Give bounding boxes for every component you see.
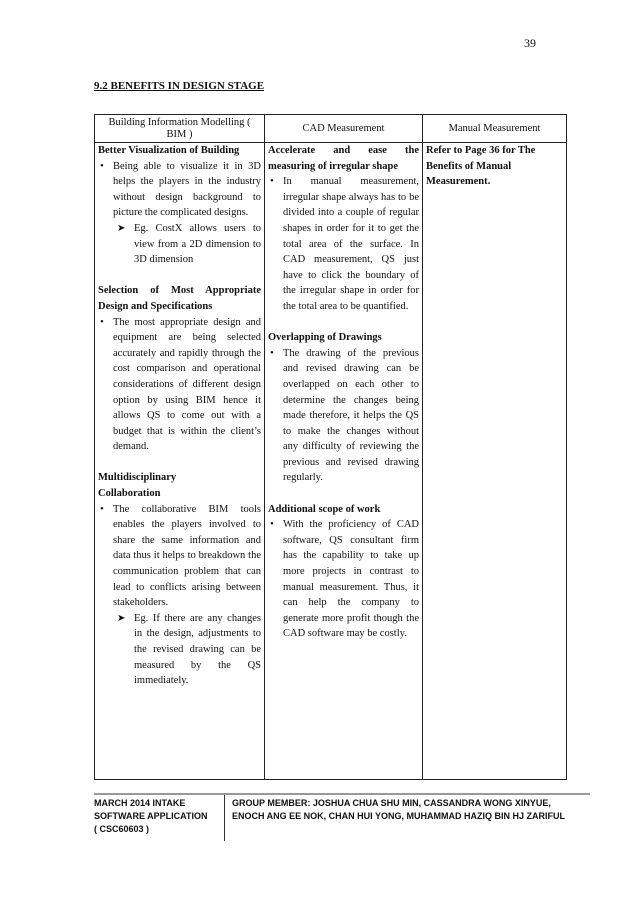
cad-heading-irregular: Accelerate and ease the measuring of irregular shape (268, 145, 419, 172)
column-header-bim: Building Information Modelling ( BIM ) (95, 115, 265, 143)
footer-group-members (232, 795, 592, 823)
bim-heading-selection: Selection of Most Appropriate Design and Specifications (98, 285, 261, 312)
cad-heading-scope: Additional scope of work (268, 503, 381, 515)
arrow-bullet-icon: ➤ (117, 222, 126, 234)
bim-heading-visualization: Better Visualization of Building (98, 145, 240, 156)
footer-members-line1: GROUP MEMBER: JOSHUA CHUA SHU MIN, CASSANDRA WONG XINYUE, (232, 798, 551, 808)
footer-members-line2: ENOCH ANG EE NOK, CHAN HUI YONG, MUHAMMAD HAZIQ BIN HJ ZARIFUL (232, 811, 565, 821)
cad-cell (265, 143, 423, 780)
cad-bullet-overlapping: • The drawing of the previous and revised drawing can be overlapped on each other to determine the changes being made therefore, it helps the QS to make the changes without any difficulty of reviewing the previous and revised drawing regularly. (268, 346, 419, 486)
bim-bullet-visualization: • Being able to visualize it in 3D helps the players in the industry without design background to picture the complicated designs. ➤ Eg. CostX allows users to view from a 2D dimension to 3D dimension (98, 159, 261, 268)
bim-subbullet-costx: ➤ Eg. CostX allows users to view from a 2D dimension to 3D dimension (117, 222, 261, 266)
cad-bullet-irregular: • In manual measurement, irregular shape always has to be divided into a couple of regular shapes in order for it to get the total area of the surface. In CAD measurement, QS just have to click the boundary of the irregular shape in order for the total area to be quantified. (268, 174, 419, 314)
footer-subject: SOFTWARE APPLICATION (94, 811, 208, 821)
column-header-cad: CAD Measurement (265, 115, 423, 143)
section-title: 9.2 BENEFITS IN DESIGN STAGE (94, 80, 265, 92)
footer-code: ( CSC60603 ) (94, 824, 150, 834)
manual-reference: Refer to Page 36 for The Benefits of Manual Measurement. (426, 145, 536, 188)
column-header-manual: Manual Measurement (423, 115, 567, 143)
footer-course-info (94, 795, 225, 841)
bim-subbullet-changes: ➤ Eg. If there are any changes in the design, adjustments to the revised drawing can be measured by the QS immediately. (117, 612, 261, 687)
page-footer (94, 793, 590, 834)
arrow-bullet-icon: ➤ (117, 612, 126, 624)
cad-heading-overlapping: Overlapping of Drawings (268, 332, 382, 344)
cad-bullet-scope: • With the proficiency of CAD software, QS consultant firm has the capability to take up more projects in contrast to manual measurement. Thus, it can help the company to generate more profit though the CAD software may be costly. (268, 517, 419, 642)
bim-bullet-selection: • The most appropriate design and equipment are being selected accurately and rapidly through the cost comparison and operational considerations of different design option by using BIM hence it allows QS to come out with a budget that is within the client’s demand. (98, 315, 261, 455)
bim-bullet-collaboration: • The collaborative BIM tools enables the players involved to share the same information and data thus it helps to breakdown the communication problem that can lead to conflicts arising between stakeholders. ➤ Eg. If there are any changes in the design, adjustments to the revised drawing can be measured by the QS immediately. (98, 502, 261, 689)
footer-intake: MARCH 2014 INTAKE (94, 798, 186, 808)
benefits-table (94, 114, 567, 780)
manual-cell (423, 143, 567, 780)
bim-cell (95, 143, 265, 780)
bim-heading-collaboration: Multidisciplinary Collaboration (98, 472, 177, 500)
page-number: 39 (524, 36, 536, 50)
table-body-row (95, 143, 567, 780)
table-header-row (95, 115, 567, 143)
